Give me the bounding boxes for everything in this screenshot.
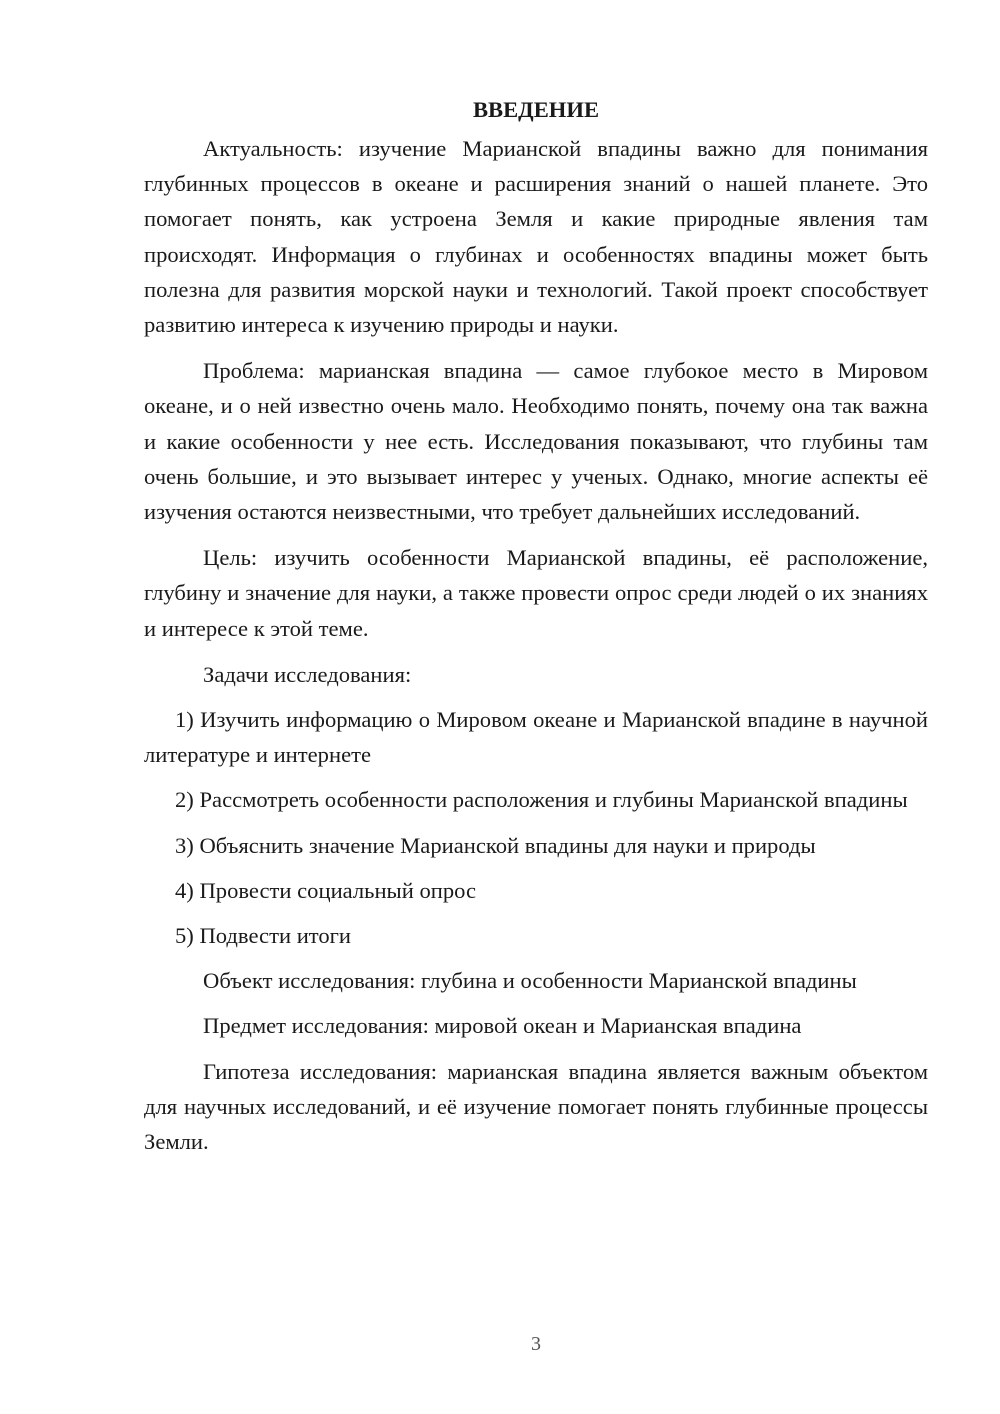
task-item: 1) Изучить информацию о Мировом океане и Марианской впадине в научной литературе и интернете: [144, 707, 928, 768]
tasks-heading: Задачи исследования:: [203, 661, 412, 687]
task-item: 2) Рассмотреть особенности расположения и глубины Марианской впадины: [175, 787, 908, 813]
research-object: Объект исследования: глубина и особенности Марианской впадины: [203, 968, 857, 994]
goal-paragraph: Цель: изучить особенности Марианской впадины, её расположение, глубину и значение для науки, а также провести опрос среди людей о их знаниях и интересе к этой теме.: [144, 545, 928, 641]
task-item: 5) Подвести итоги: [175, 923, 352, 949]
hypothesis-paragraph: Гипотеза исследования: марианская впадина является важным объектом для научных исследований, и её изучение помогает понять глубинные процессы Земли.: [144, 1058, 928, 1155]
problem-paragraph: Проблема: марианская впадина — самое глубокое место в Мировом океане, и о ней известно очень мало. Необходимо понять, почему она так важна и какие особенности у нее есть. Исследования показывают, что глубины там очень большие, и это вызывает интерес у ученых. Однако, многие аспекты её изучения остаются неизвестными, что требует дальнейших исследований.: [144, 358, 928, 525]
research-subject: Предмет исследования: мировой океан и Марианская впадина: [203, 1013, 802, 1039]
page-title: ВВЕДЕНИЕ: [472, 97, 600, 122]
task-item: 3) Объяснить значение Марианской впадины для науки и природы: [175, 832, 816, 858]
page-number: 3: [531, 1333, 541, 1355]
relevance-paragraph: Актуальность: изучение Марианской впадины важно для понимания глубинных процессов в океане и расширения знаний о нашей планете. Это помогает понять, как устроена Земля и какие природные явления там происходят. Информация о глубинах и особенностях впадины может быть полезна для развития морской науки и технологий. Такой проект способствует развитию интереса к изучению природы и науки.: [144, 136, 928, 338]
document-page: [144, 92, 928, 1170]
task-item: 4) Провести социальный опрос: [175, 877, 477, 903]
